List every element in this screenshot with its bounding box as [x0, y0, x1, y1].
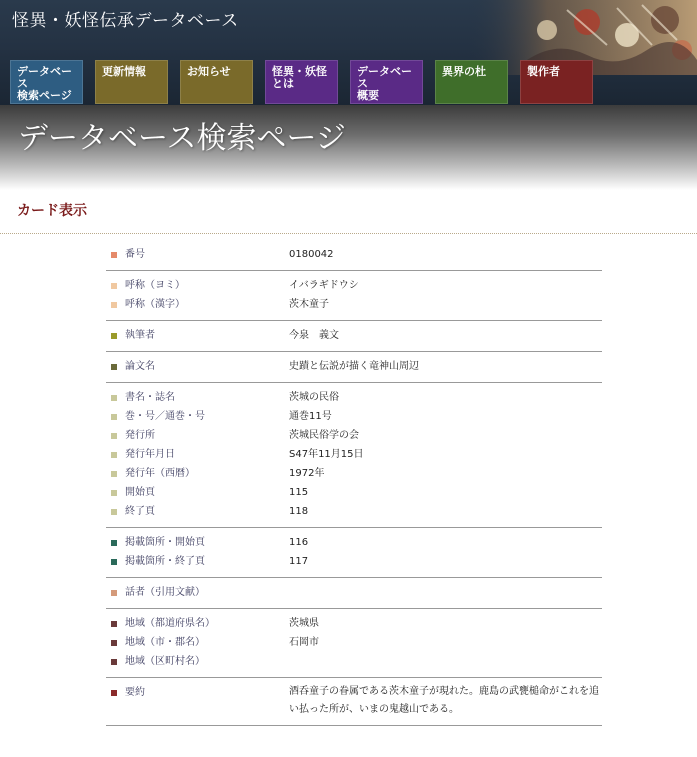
field-label-text: 話者（引用文献）: [125, 587, 205, 598]
field-value: 1972年: [289, 468, 325, 479]
card-group: [106, 528, 602, 578]
field-label: [106, 245, 289, 264]
record-card: [106, 240, 602, 726]
site-title[interactable]: 怪異・妖怪伝承データベース: [12, 11, 239, 31]
card-group: [106, 678, 602, 726]
field-label: [106, 357, 289, 376]
card-row: [106, 426, 602, 445]
nav-creator[interactable]: 製作者: [520, 60, 593, 104]
square-bullet-icon: [111, 252, 117, 258]
field-value: 115: [289, 487, 309, 498]
nav-ikai-forest[interactable]: 異界の杜: [435, 60, 508, 104]
field-label: [106, 276, 289, 295]
card-row: [106, 326, 602, 345]
field-label-text: 開始頁: [125, 487, 155, 498]
square-bullet-icon: [111, 659, 117, 665]
field-value: S47年11月15日: [289, 449, 364, 460]
field-value: 史蹟と伝説が描く竜神山周辺: [289, 361, 419, 372]
field-label: [106, 426, 289, 445]
field-value: 通巻11号: [289, 411, 332, 422]
square-bullet-icon: [111, 509, 117, 515]
divider: [0, 233, 697, 234]
card-row: [106, 276, 602, 295]
page-title: データベース検索ページ: [18, 121, 346, 156]
card-group: [106, 240, 602, 271]
square-bullet-icon: [111, 452, 117, 458]
field-label-text: 地域（都道府県名）: [125, 618, 215, 629]
field-value: 116: [289, 537, 309, 548]
square-bullet-icon: [111, 283, 117, 289]
field-label-text: 掲載箇所・終了頁: [125, 556, 205, 567]
card-group: [106, 321, 602, 352]
field-value: 0180042: [289, 249, 334, 260]
field-label-text: 地域（市・郡名）: [125, 637, 205, 648]
field-value: 118: [289, 506, 309, 517]
card-group: [106, 578, 602, 609]
field-label: [106, 407, 289, 426]
square-bullet-icon: [111, 433, 117, 439]
field-label-text: 呼称（漢字）: [125, 299, 185, 310]
field-label: [106, 464, 289, 483]
nav-database-search[interactable]: データベース 検索ページ: [10, 60, 83, 104]
field-label: [106, 614, 289, 633]
square-bullet-icon: [111, 333, 117, 339]
card-row: [106, 483, 602, 502]
card-row: [106, 445, 602, 464]
field-label-text: 論文名: [125, 361, 155, 372]
card-group: [106, 271, 602, 321]
field-value: 今泉 義文: [289, 330, 339, 341]
field-value: 茨城民俗学の会: [289, 430, 359, 441]
card-row: [106, 583, 602, 602]
field-label: [106, 683, 289, 702]
card-row: [106, 407, 602, 426]
field-label: [106, 552, 289, 571]
card-group: [106, 383, 602, 528]
card-row: [106, 245, 602, 264]
field-label: [106, 502, 289, 521]
field-value: 茨城県: [289, 618, 319, 629]
card-group: [106, 352, 602, 383]
field-value: 茨木童子: [289, 299, 329, 310]
field-label-text: 番号: [125, 249, 145, 260]
main-nav: [0, 58, 697, 105]
field-label: [106, 533, 289, 552]
field-value: 石岡市: [289, 637, 319, 648]
field-label-text: 書名・誌名: [125, 392, 175, 403]
field-label-text: 執筆者: [125, 330, 155, 341]
square-bullet-icon: [111, 590, 117, 596]
field-label: [106, 633, 289, 652]
field-value: イバラギドウシ: [289, 280, 359, 291]
site-header: [0, 0, 697, 105]
field-value: 酒呑童子の眷属である茨木童子が現れた。鹿島の武甕槌命がこれを追い払った所が、いまの鬼越山である。: [289, 686, 599, 715]
field-label-text: 要約: [125, 687, 145, 698]
page-banner: [0, 105, 697, 190]
field-label: [106, 445, 289, 464]
field-value: 117: [289, 556, 309, 567]
card-row: [106, 614, 602, 633]
card-row: [106, 633, 602, 652]
card-row: [106, 295, 602, 314]
card-group: [106, 609, 602, 678]
field-label-text: 巻・号／通巻・号: [125, 411, 205, 422]
field-label-text: 発行年月日: [125, 449, 175, 460]
square-bullet-icon: [111, 640, 117, 646]
field-label: [106, 295, 289, 314]
field-label: [106, 388, 289, 407]
card-row: [106, 464, 602, 483]
field-label: [106, 326, 289, 345]
field-label-text: 掲載箇所・開始頁: [125, 537, 205, 548]
square-bullet-icon: [111, 690, 117, 696]
square-bullet-icon: [111, 490, 117, 496]
square-bullet-icon: [111, 621, 117, 627]
square-bullet-icon: [111, 540, 117, 546]
square-bullet-icon: [111, 559, 117, 565]
square-bullet-icon: [111, 471, 117, 477]
field-label-text: 発行所: [125, 430, 155, 441]
field-label: [106, 583, 289, 602]
nav-about-yokai[interactable]: 怪異・妖怪 とは: [265, 60, 338, 104]
field-value: 茨城の民俗: [289, 392, 339, 403]
square-bullet-icon: [111, 395, 117, 401]
field-label-text: 終了頁: [125, 506, 155, 517]
card-row: [106, 533, 602, 552]
square-bullet-icon: [111, 414, 117, 420]
field-label: [106, 483, 289, 502]
card-row: [106, 552, 602, 571]
card-row: [106, 357, 602, 376]
field-label: [106, 652, 289, 671]
field-label-text: 呼称（ヨミ）: [125, 280, 185, 291]
card-row: [106, 388, 602, 407]
section-heading: カード表示: [17, 203, 87, 219]
card-row: [106, 502, 602, 521]
square-bullet-icon: [111, 364, 117, 370]
square-bullet-icon: [111, 302, 117, 308]
nav-updates[interactable]: 更新情報: [95, 60, 168, 104]
nav-news[interactable]: お知らせ: [180, 60, 253, 104]
field-label-text: 地域（区町村名）: [125, 656, 205, 667]
card-row: [106, 652, 602, 671]
nav-database-overview[interactable]: データベース 概要: [350, 60, 423, 104]
field-label-text: 発行年（西暦）: [125, 468, 195, 479]
card-row: [106, 683, 602, 719]
